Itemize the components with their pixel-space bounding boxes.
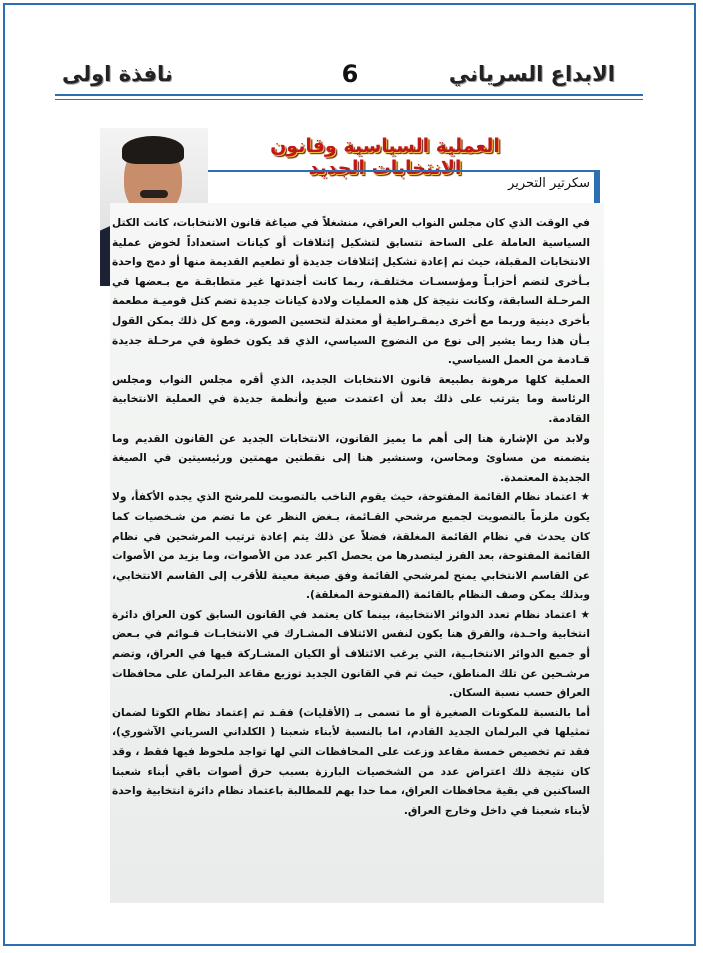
header-rule-thin xyxy=(55,99,643,100)
header-rule xyxy=(55,94,643,96)
magazine-name: الابداع السرياني xyxy=(448,62,615,86)
article-body xyxy=(112,214,590,821)
section-name: نافذة اولى xyxy=(62,62,173,86)
paragraph-points: ولابد من الإشارة هنا إلى أهم ما يميز القانون، الانتخابات الجديد عن القانون القديم وما يتضمنه من مساوئ ومحاسن، وسنشير هنا إلى نقطتين مهمتين ورئيسيتين في الصيغة الجديدة المعتمدة. xyxy=(112,432,590,484)
article-title: العملية السياسية وقانون الانتخابات الجديد xyxy=(270,135,500,179)
photo-hair xyxy=(122,136,184,164)
article-byline: سكرتير التحرير xyxy=(508,176,590,191)
paragraph-law: العملية كلها مرهونة بطبيعة قانون الانتخابات الجديد، الذي أقره مجلس النواب ومجلس الرئاسة وما يترتب على ذلك بعد أن اعتمدت صيغ وأنظمة جديدة في العملية الانتخابية القادمة. xyxy=(112,373,590,425)
photo-moustache xyxy=(140,190,168,198)
paragraph-districts: ★ اعتماد نظام تعدد الدوائر الانتخابية، بينما كان يعتمد في القانون السابق كون العراق دائرة انتخابية واحـدة، والفرق هنا يكون لنفس الائتلاف المشـارك في الانتخابـات قـوائم في بـعض أو جميع الدوائر الانتخابـية، التي يرغب الائتلاف أو الكيان المشـاركة فيها في العراق، وتضم مرشـحين عن تلك المناطق، حيث تم في القانون الجديد توزيع مقاعد البرلمان على محافظات العراق حسب نسبة السكان. xyxy=(112,608,590,700)
paragraph-intro: في الوقت الذي كان مجلس النواب العراقي، منشغلاً في صياغة قانون الانتخابات، كانت الكتل السياسية العاملة على الساحة تتسابق لتشكيل إئتلافات أو كيانات استعداداً لخوض عملية الانتخابات المقبلة، حيث تم إعادة تشكيل إئتلافات جديدة أو تطعيم القديمة منها أو دمج واحدة بـأخرى لتضم أحزابـاً ومؤسسـات مختلفـة، ربما كانت أجندتها غير متطابقـة مع بـعضها في المرحـلة السابقة، وكانت نتيجة كل هذه العمليات ولادة كيانات جديدة تضم كتل قوميـة مطعمة بأخرى دينية وربما مع أخرى ديمقـراطية أو معتدلة لتحسين الصورة. ومع كل ذلك يمكن القول بـأن هذا ربما يشير إلى نوع من النضوج السياسي، الذي قد يكون خطوة في مرحـلة جديدة قـادمة من العمل السياسي. xyxy=(112,217,590,367)
page-number: 6 xyxy=(341,60,359,88)
paragraph-open-list: ★ اعتماد نظام القائمة المفتوحة، حيث يقوم الناخب بالتصويت للمرشح الذي يجده الأكفأ، ولا يكون ملزماً بالتصويت لجميع مرشحي القـائمة، بـغض النظر عن ما تضم من شـخصيات كما كان يحدث في نظام القائمة المغلقة، فضلاً عن ذلك يتم إعادة ترتيب المرشحين في نظام القائمة المفتوحة، بعد الفرز ليتصدرها من يحصل اكبر عدد من الأصوات، وما يزيد من الأصوات عن القاسم الانتخابي يمنح لمرشحي القائمة وفق صيغة معينة للأقرب إلى القاسم الانتخابي، وبذلك يمكن وصف النظام بالقائمة (المفتوحة المغلقة). xyxy=(112,491,590,602)
paragraph-minorities: أما بالنسبة للمكونات الصغيرة أو ما تسمى بـ (الأقليات) فقـد تم إعتماد نظام الكوتا لضمان تمثيلها في البرلمان الجديد القادم، اما بالنسبة لأبناء شعبنا ( الكلداني السرياني الآشوري)، فقد تم تخصيص خمسة مقاعد وزعت على المحافظات التي لها تواجد ملحوظ فيها فقط ، وقد كان نتيجة ذلك اعتراض عدد من الشخصيات البارزة بسبب حرق أصوات باقي أبناء شعبنا الساكنين في بقية محافظات العراق، مما حدا بهم للمطالبة باعتماد نظام دائرة انتخابية واحدة لأبناء شعبنا في داخل وخارج العراق. xyxy=(112,706,590,817)
